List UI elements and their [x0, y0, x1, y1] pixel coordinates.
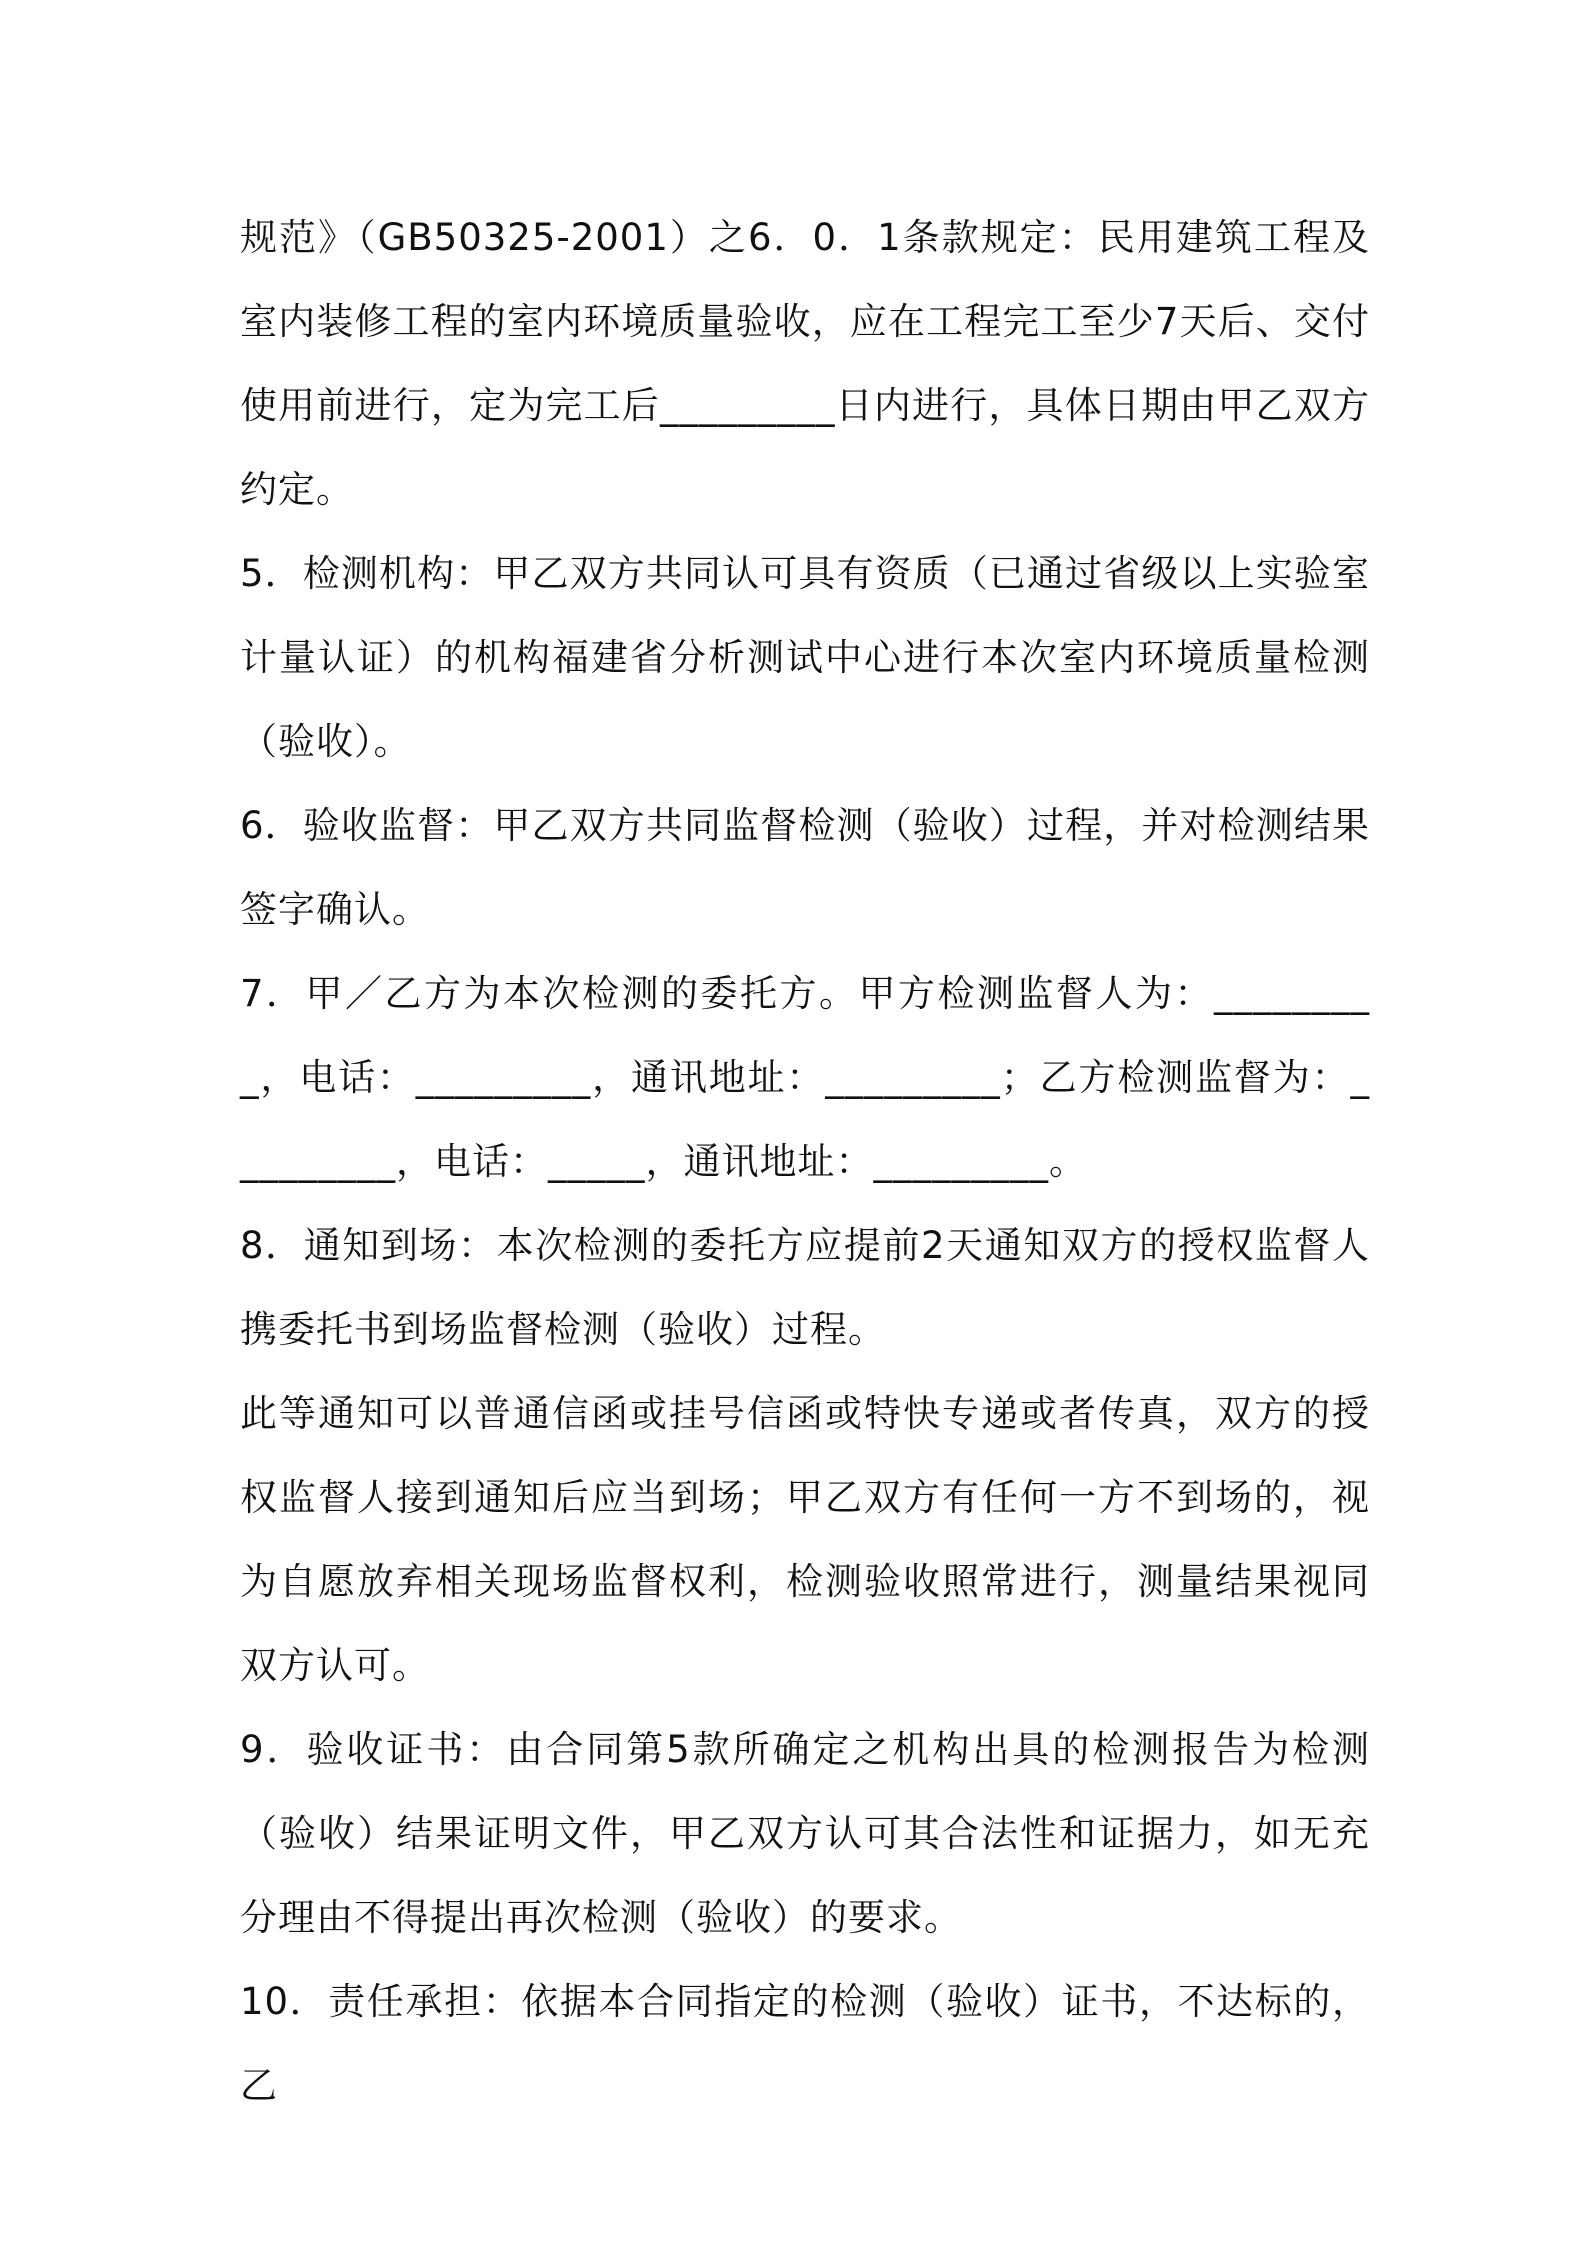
paragraph-acceptance-timing: 规范》（GB50325-2001）之6．0．1条款规定：民用建筑工程及室内装修工程的室内环境质量验收，应在工程完工至少7天后、交付使用前进行，定为完工后_________日内进行，具体日期由甲乙双方约定。: [240, 216, 1370, 511]
paragraph-acceptance-certificate: 9．验收证书：由合同第5款所确定之机构出具的检测报告为检测（验收）结果证明文件，甲乙双方认可其合法性和证据力，如无充分理由不得提出再次检测（验收）的要求。: [240, 1728, 1370, 1939]
document-body: [240, 196, 1370, 2128]
paragraph-notice-method: 此等通知可以普通信函或挂号信函或特快专递或者传真，双方的授权监督人接到通知后应当到场；甲乙双方有任何一方不到场的，视为自愿放弃相关现场监督权利，检测验收照常进行，测量结果视同双方认可。: [240, 1392, 1370, 1687]
paragraph-liability: 10．责任承担：依据本合同指定的检测（验收）证书，不达标的，乙: [240, 1980, 1370, 2107]
paragraph-supervisors: 7．甲／乙方为本次检测的委托方。甲方检测监督人为：_________，电话：_________，通讯地址：_________；乙方检测监督为：_________，电话：_____，通讯地址：_________。: [240, 972, 1370, 1183]
paragraph-notification: 8．通知到场：本次检测的委托方应提前2天通知双方的授权监督人携委托书到场监督检测（验收）过程。: [240, 1224, 1370, 1351]
paragraph-acceptance-supervision: 6．验收监督：甲乙双方共同监督检测（验收）过程，并对检测结果签字确认。: [240, 804, 1370, 931]
paragraph-testing-agency: 5．检测机构：甲乙双方共同认可具有资质（已通过省级以上实验室计量认证）的机构福建省分析测试中心进行本次室内环境质量检测（验收）。: [240, 552, 1370, 763]
